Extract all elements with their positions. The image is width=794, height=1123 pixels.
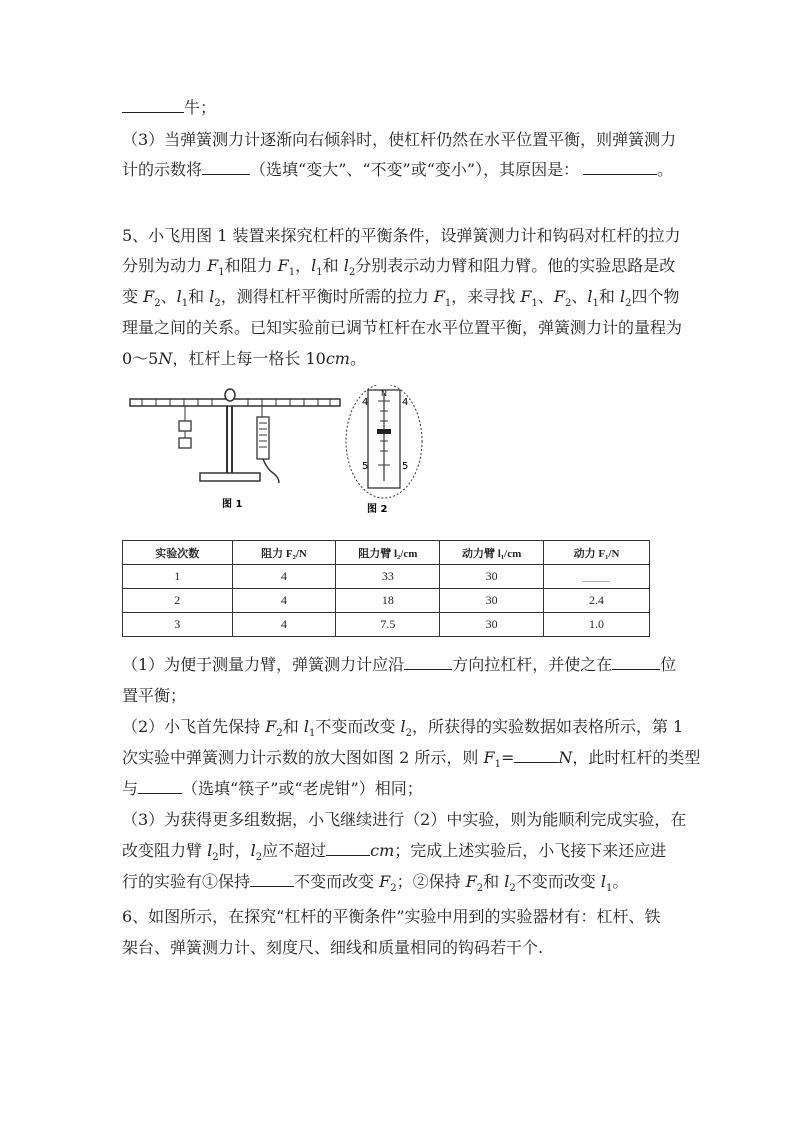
subscript: 2 bbox=[255, 852, 263, 864]
question-5-part-1 bbox=[122, 655, 676, 675]
question-6-stem-2: 架台、弹簧测力计、刻度尺、细线和质量相同的钩码若干个. bbox=[122, 938, 544, 957]
subscript: 2 bbox=[509, 883, 516, 895]
subscript: 2 bbox=[564, 298, 572, 310]
unit-N: N bbox=[558, 748, 573, 767]
answer-blank[interactable] bbox=[138, 779, 182, 794]
text: 应不超过 bbox=[262, 841, 327, 860]
subscript: 2 bbox=[214, 298, 221, 310]
scale-mark-right-4: 4 bbox=[402, 397, 409, 408]
text: 四个物 bbox=[631, 287, 680, 306]
subscript: 2 bbox=[276, 728, 283, 740]
unit-cm: cm bbox=[325, 349, 350, 368]
text: 和 bbox=[322, 256, 344, 275]
figures-lever-and-spring-scale bbox=[122, 385, 432, 515]
answer-blank[interactable] bbox=[514, 748, 558, 763]
var-l: l bbox=[619, 287, 626, 306]
subscript: 1 bbox=[444, 298, 452, 310]
lever-apparatus-figure bbox=[122, 385, 432, 515]
text: 改变阻力臂 bbox=[122, 841, 208, 860]
text: 和 bbox=[188, 287, 210, 306]
var-l: l bbox=[587, 287, 593, 306]
var-F: F bbox=[265, 717, 277, 736]
text: （1）为便于测量力臂，弹簧测力计应沿 bbox=[122, 655, 405, 674]
var-F: F bbox=[465, 872, 477, 891]
answer-blank[interactable] bbox=[612, 655, 660, 670]
text: 次实验中弹簧测力计示数的放大图如图 2 所示，则 bbox=[122, 748, 484, 767]
text: 和阻力 bbox=[224, 256, 278, 275]
var-F: F bbox=[553, 287, 565, 306]
table-row bbox=[123, 613, 650, 637]
table-cell: 30 bbox=[440, 565, 544, 589]
var-l: l bbox=[209, 287, 215, 306]
answer-blank[interactable] bbox=[326, 841, 370, 856]
figure-2-caption: 图 2 bbox=[367, 504, 388, 515]
text: （2）小飞首先保持 bbox=[122, 717, 266, 736]
text: 行的实验有①保持 bbox=[122, 872, 251, 891]
subscript: 2 bbox=[212, 852, 219, 864]
table-cell: 1.0 bbox=[544, 613, 650, 637]
text: 、 bbox=[571, 287, 588, 306]
text: （选填“变大”、“不变”或“变小”），其原因是： bbox=[250, 160, 580, 179]
question-4-part-3: （3）当弹簧测力计逐渐向右倾斜时，使杠杆仍然在水平位置平衡，则弹簧测力 bbox=[122, 130, 677, 149]
var-l: l bbox=[400, 717, 406, 736]
subscript: 1 bbox=[531, 298, 538, 310]
var-l: l bbox=[250, 841, 256, 860]
text: 。 bbox=[657, 160, 674, 179]
table-cell: 7.5 bbox=[336, 613, 440, 637]
text: 。 bbox=[349, 349, 366, 368]
subscript: 2 bbox=[154, 298, 161, 310]
scale-mark-left-5: 5 bbox=[362, 461, 369, 472]
text: 不变而改变 bbox=[294, 872, 380, 891]
text: ，杠杆上每一格长 10 bbox=[172, 349, 326, 368]
subscript: 1 bbox=[592, 298, 599, 310]
text: ， bbox=[295, 256, 312, 275]
text: ；完成上述实验后，小飞接下来还应进 bbox=[394, 841, 667, 860]
var-l: l bbox=[176, 287, 182, 306]
subscript: 2 bbox=[390, 883, 397, 895]
subscript: 1 bbox=[218, 267, 225, 279]
text: 位 bbox=[660, 655, 677, 674]
table-cell: 33 bbox=[336, 565, 440, 589]
var-l: l bbox=[600, 872, 606, 891]
table-header: 阻力 F₂/N bbox=[232, 541, 336, 565]
table-header: 动力 F₁/N bbox=[544, 541, 650, 565]
var-l: l bbox=[504, 872, 510, 891]
text: （选填“筷子”或“老虎钳”）相同； bbox=[182, 779, 423, 798]
var-F: F bbox=[143, 287, 155, 306]
table-cell: 30 bbox=[440, 613, 544, 637]
subscript: 1 bbox=[494, 759, 501, 771]
subscript: 2 bbox=[348, 267, 356, 279]
question-5-part-3: （3）为获得更多组数据，小飞继续进行（2）中实验，则为能顺利完成实验，在 bbox=[122, 810, 687, 829]
scale-mark-left-4: 4 bbox=[362, 397, 369, 408]
question-5-part-2-cont bbox=[122, 748, 701, 771]
var-l: l bbox=[343, 256, 349, 275]
answer-line-continued bbox=[122, 98, 216, 118]
table-cell: 4 bbox=[232, 565, 336, 589]
table-cell: 1 bbox=[123, 565, 233, 589]
table-header: 阻力臂 l₂/cm bbox=[336, 541, 440, 565]
text: 和 bbox=[282, 717, 304, 736]
text: ，来寻找 bbox=[451, 287, 521, 306]
text: 和 bbox=[483, 872, 505, 891]
text: 、 bbox=[160, 287, 177, 306]
scale-mark-right-5: 5 bbox=[402, 461, 409, 472]
scale-unit-label: N bbox=[381, 389, 387, 398]
text: ，所获得的实验数据如表格所示，第 1 bbox=[411, 717, 684, 736]
var-l: l bbox=[207, 841, 213, 860]
answer-blank[interactable] bbox=[202, 160, 250, 175]
question-5-stem-5 bbox=[122, 349, 366, 369]
experiment-data-table bbox=[122, 540, 650, 637]
text: 分别表示动力臂和阻力臂。他的实验思路是改 bbox=[355, 256, 676, 275]
question-5-part-2-cont2 bbox=[122, 779, 423, 799]
text: 方向拉杠杆，并使之在 bbox=[452, 655, 613, 674]
question-5-stem-1: 5、小飞用图 1 装置来探究杠杆的平衡条件，设弹簧测力计和钩码对杠杆的拉力 bbox=[122, 226, 681, 245]
subscript: 1 bbox=[288, 267, 296, 279]
table-cell-blank[interactable]: ____ bbox=[544, 565, 650, 589]
subscript: 2 bbox=[405, 728, 412, 740]
text: 不变而改变 bbox=[515, 872, 601, 891]
question-5-stem-2 bbox=[122, 256, 676, 279]
answer-blank[interactable] bbox=[250, 872, 294, 887]
text: 变 bbox=[122, 287, 144, 306]
text: 和 bbox=[598, 287, 620, 306]
unit-cm: cm bbox=[370, 841, 395, 860]
subscript: 1 bbox=[308, 728, 316, 740]
var-F: F bbox=[483, 748, 495, 767]
question-5-part-1-cont: 置平衡； bbox=[122, 686, 187, 705]
table-header: 动力臂 l₁/cm bbox=[440, 541, 544, 565]
text: ，此时杠杆的类型 bbox=[572, 748, 701, 767]
table-cell: 2 bbox=[123, 589, 233, 613]
table-cell: 3 bbox=[123, 613, 233, 637]
var-l: l bbox=[303, 717, 309, 736]
table-cell: 30 bbox=[440, 589, 544, 613]
text: ；②保持 bbox=[396, 872, 466, 891]
text: 、 bbox=[537, 287, 554, 306]
text: 分别为动力 bbox=[122, 256, 208, 275]
table-cell: 18 bbox=[336, 589, 440, 613]
subscript: 1 bbox=[316, 267, 323, 279]
subscript: 1 bbox=[181, 298, 189, 310]
question-4-part-3-cont bbox=[122, 160, 673, 180]
table-row bbox=[123, 589, 650, 613]
var-F: F bbox=[277, 256, 289, 275]
subscript: 2 bbox=[625, 298, 632, 310]
table-row bbox=[123, 565, 650, 589]
text: 不变而改变 bbox=[315, 717, 401, 736]
question-6-stem-1: 6、如图所示，在探究“杠杆的平衡条件”实验中用到的实验器材有：杠杆、铁 bbox=[122, 907, 661, 926]
subscript: 1 bbox=[605, 883, 613, 895]
figure-1-caption: 图 1 bbox=[222, 499, 243, 510]
table-cell: 4 bbox=[232, 613, 336, 637]
question-5-stem-3 bbox=[122, 287, 680, 310]
text: ，测得杠杆平衡时所需的拉力 bbox=[220, 287, 434, 306]
table-header-row bbox=[123, 541, 650, 565]
text: 牛； bbox=[184, 98, 217, 117]
table-header: 实验次数 bbox=[123, 541, 233, 565]
text: = bbox=[500, 748, 515, 767]
text: 。 bbox=[612, 872, 629, 891]
table-cell: 2.4 bbox=[544, 589, 650, 613]
text: 0～5 bbox=[122, 349, 159, 368]
answer-blank[interactable] bbox=[122, 98, 184, 113]
text: 与 bbox=[122, 779, 139, 798]
question-5-part-2 bbox=[122, 717, 684, 740]
table-cell: 4 bbox=[232, 589, 336, 613]
subscript: 2 bbox=[476, 883, 484, 895]
var-F: F bbox=[433, 287, 445, 306]
question-5-stem-4: 理量之间的关系。已知实验前已调节杠杆在水平位置平衡，弹簧测力计的量程为 bbox=[122, 318, 683, 337]
var-F: F bbox=[379, 872, 391, 891]
var-F: F bbox=[520, 287, 532, 306]
answer-blank[interactable] bbox=[404, 655, 452, 670]
answer-blank[interactable] bbox=[583, 160, 657, 175]
unit-N: N bbox=[158, 349, 173, 368]
question-5-part-3-cont2 bbox=[122, 872, 629, 895]
var-l: l bbox=[311, 256, 317, 275]
question-5-part-3-cont bbox=[122, 841, 667, 864]
var-F: F bbox=[207, 256, 219, 275]
text: 时， bbox=[218, 841, 251, 860]
text: 计的示数将 bbox=[122, 160, 203, 179]
